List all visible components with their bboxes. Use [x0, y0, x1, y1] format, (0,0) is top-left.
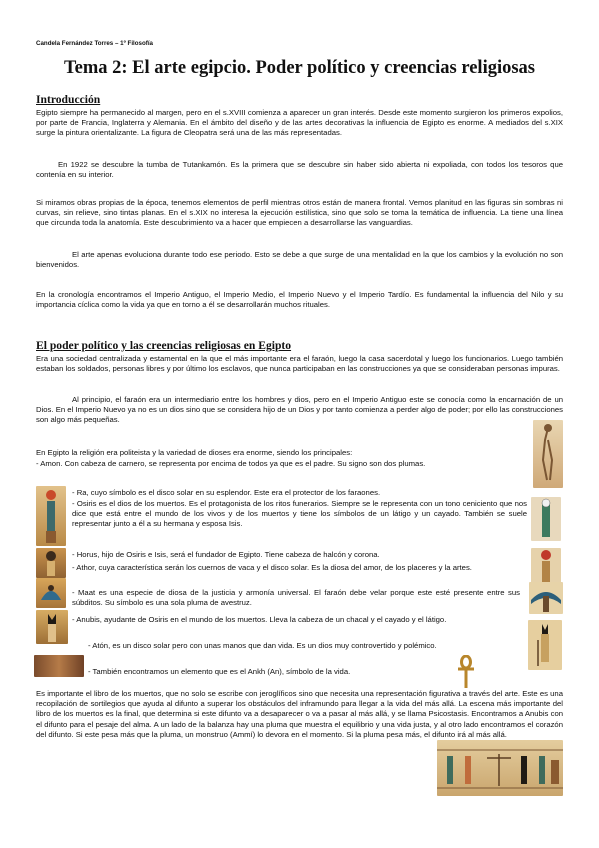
- paragraph: En Egipto la religión era politeista y la variedad de dioses era enorme, siendo los principales:: [36, 448, 353, 457]
- paragraph: Era una sociedad centralizada y estamental en la que el más importante era el faraón, luego la casa sacerdotal y luego los funcionarios. Luego también estaban los soldados, personas libres y por último los esclavos, que nunca participaban en las construcciones ya que se consideraban personas impuras.: [36, 354, 563, 374]
- paragraph: En 1922 se descubre la tumba de Tutankamón. Es la primera que se descubre sin haber sido abierta ni expoliada, con todos los tesoros que contenía en su interior.: [36, 160, 563, 180]
- ra-illustration: [36, 486, 66, 546]
- athor-illustration: [531, 548, 561, 584]
- page-title: Tema 2: El arte egipcio. Poder político y creencias religiosas: [64, 58, 535, 78]
- god-item-aton: - Atón, es un disco solar pero con unas manos que dan vida. Es un dios muy controvertido y polémico.: [88, 641, 437, 650]
- god-item-athor: - Athor, cuya característica serán los cuernos de vaca y el disco solar. Es la diosa del amor, de los placeres y la artes.: [72, 563, 472, 572]
- aton-illustration: [34, 655, 84, 677]
- horus-illustration: [36, 548, 66, 578]
- author-header: Candela Fernández Torres – 1º Filosofía: [36, 40, 153, 47]
- god-item-maat: - Maat es una especie de diosa de la justicia y armonía universal. El faraón debe velar porque este esté presente entre sus súbditos. Su símbolo es una sola pluma de avestruz.: [72, 588, 520, 608]
- section-heading-introduccion: Introducción: [36, 93, 101, 106]
- paragraph: En la cronología encontramos el Imperio Antiguo, el Imperio Medio, el Imperio Nuevo y el Imperio Tardío. Es fundamental la influencia del Nilo y su importancia cíclica como la vida ya que en torno a él se desarrollarán muchos rituales.: [36, 290, 563, 310]
- amon-illustration: [533, 420, 563, 488]
- ankh-icon: [456, 655, 476, 689]
- god-item-horus: - Horus, hijo de Osiris e Isis, será el fundador de Egipto. Tiene cabeza de halcón y corona.: [72, 550, 380, 559]
- god-item-ra: - Ra, cuyo símbolo es el disco solar en su esplendor. Este era el protector de los faraones.: [72, 488, 381, 497]
- god-item-ankh: - También encontramos un elemento que es el Ankh (An), símbolo de la vida.: [88, 667, 351, 676]
- anubis-scene-illustration: [528, 620, 562, 670]
- maat-illustration: [36, 578, 66, 608]
- section-heading-poder-politico: El poder político y las creencias religiosas en Egipto: [36, 339, 292, 352]
- god-item-anubis: - Anubis, ayudante de Osiris en el mundo de los muertos. Lleva la cabeza de un chacal y el cayado y el látigo.: [72, 615, 447, 624]
- psicostasis-illustration: [437, 740, 563, 796]
- paragraph: Es importante el libro de los muertos, que no solo se escribe con jeroglíficos sino que necesita una representación figurativa a través del arte. Este es una recopilación de sortilegios que ayuda al difunto a superar los obstáculos del inframundo para llegar a la vida del más allá. La escena más importante del libro de los muertos es la final, que determina si este difunto va a desaparecer o va a pasar al más allá, y se llama Psicostasis. Encontramos a Anubis con el difunto para el pesaje del alma. A un lado de la balanza hay una pluma que muestra el equilibrio y una vida justa, y al otro lado encontramos el corazón del difunto. Si este pesa más que la pluma, un monstruo (Ammí) lo devora en el momento. Si la pluma pesa más, el difunto irá al más allá.: [36, 689, 563, 739]
- osiris-illustration: [531, 497, 561, 541]
- anubis-illustration: [36, 610, 68, 644]
- paragraph: Si miramos obras propias de la época, tenemos elementos de perfil mientras otros están de manera frontal. Vemos planitud en las figuras sin sombras ni curvas, sin relieve, sino tintas planas. En el s.XIX no interesa la ejecución estilística, sino que solo se toma la temática de influencia. La tiene una línea que circunda toda la anatomía. Este descubrimiento va a hacer que empiecen a desarrollarse las vanguardias.: [36, 198, 563, 228]
- paragraph: Egipto siempre ha permanecido al margen, pero en el s.XVIII comienza a aparecer un gran interés. Desde este momento surgieron los primeros expolios, por parte de Francia, Inglaterra y Alemania. En el ámbito del diseño y de las artes decorativas la influencia de Egipto es enorme. A mediados del s.XIX surge la pintura orientalizante. La figura de Cleopatra será una de las más representadas.: [36, 108, 563, 138]
- paragraph: Al principio, el faraón era un intermediario entre los hombres y dios, pero en el Imperio Antiguo este se conocía como la encarnación de un Dios. En el Imperio Nuevo ya no es un dios sino que se considera hijo de un Dios y por tanto comienza a perder algo de poder; por ello las construcciones son algo más pequeñas.: [36, 395, 563, 425]
- paragraph: El arte apenas evoluciona durante todo ese periodo. Esto se debe a que surge de una mentalidad en la que los cambios y la evolución no son bienvenidos.: [36, 250, 563, 270]
- maat-wings-illustration: [529, 582, 563, 614]
- god-item-osiris: - Osiris es el dios de los muertos. Es el protagonista de los ritos funerarios. Siempre se le representa con un tono ceniciento que nos dice que está entre el mundo de los vivos y de los muertos y tiene los símbolos de un látigo y un cayado. También se suele representar junto a él a su hermana y esposa Isis.: [72, 499, 527, 529]
- god-item-amon: - Amon. Con cabeza de carnero, se representa por encima de todos ya que es el padre. Su signo son dos plumas.: [36, 459, 426, 468]
